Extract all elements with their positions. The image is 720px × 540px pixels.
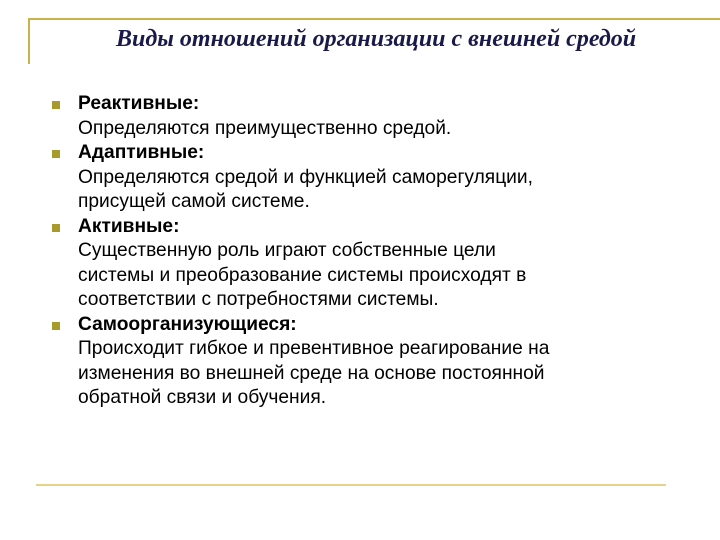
item-description: Определяются преимущественно средой. xyxy=(78,117,452,139)
bottom-divider xyxy=(36,484,666,486)
item-description: Происходит гибкое и превентивное реагирование на изменения во внешней среде на основе постоянной обратной связи и обучения. xyxy=(78,338,550,408)
square-bullet-icon xyxy=(52,150,60,158)
item-heading: Адаптивные: xyxy=(78,142,205,163)
item-heading: Самоорганизующиеся: xyxy=(78,313,297,335)
slide-title: Виды отношений организации с внешней средой xyxy=(116,26,637,52)
item-heading: Реактивные: xyxy=(78,93,200,114)
square-bullet-icon xyxy=(52,224,60,232)
list-item-reactive xyxy=(48,92,698,141)
item-heading: Активные: xyxy=(78,215,180,237)
square-bullet-icon xyxy=(52,101,60,109)
title-frame xyxy=(28,18,720,64)
square-bullet-icon xyxy=(52,322,60,330)
bullet-list xyxy=(48,92,698,411)
list-item-self-organizing xyxy=(48,313,698,411)
list-item-adaptive xyxy=(48,141,698,215)
list-item-active xyxy=(48,215,698,313)
item-description: Существенную роль играют собственные цели системы и преобразование системы происходят в соответствии с потребностями системы. xyxy=(78,240,527,310)
item-description: Определяются средой и функцией саморегуляции, присущей самой системе. xyxy=(78,166,533,212)
